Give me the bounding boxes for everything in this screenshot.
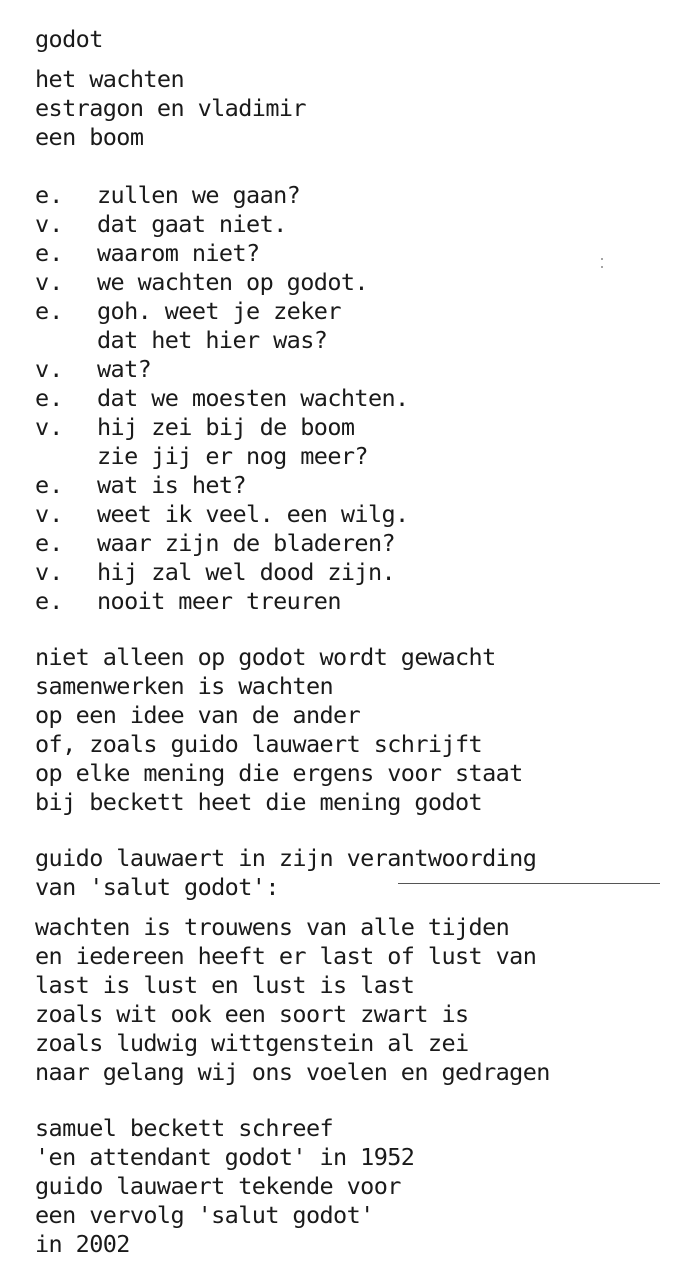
speaker: e. bbox=[35, 587, 64, 615]
quote-intro-line: guido lauwaert in zijn verantwoording bbox=[35, 844, 537, 872]
speaker: e. bbox=[35, 471, 64, 499]
stanza-line: zoals ludwig wittgenstein al zei bbox=[35, 1029, 469, 1057]
intro-line: estragon en vladimir bbox=[35, 94, 306, 122]
speaker: e. bbox=[35, 384, 64, 412]
stanza-line: guido lauwaert tekende voor bbox=[35, 1172, 401, 1200]
stanza-line: op elke mening die ergens voor staat bbox=[35, 759, 523, 787]
dialogue-line: goh. weet je zeker bbox=[97, 297, 341, 325]
stanza-line: bij beckett heet die mening godot bbox=[35, 788, 483, 816]
stanza-line: 'en attendant godot' in 1952 bbox=[35, 1143, 415, 1171]
dialogue-line: dat het hier was? bbox=[97, 326, 328, 354]
stanza-line: niet alleen op godot wordt gewacht bbox=[35, 643, 496, 671]
stanza-line: en iedereen heeft er last of lust van bbox=[35, 942, 537, 970]
stanza-line: of, zoals guido lauwaert schrijft bbox=[35, 730, 483, 758]
intro-line: een boom bbox=[35, 123, 144, 151]
speaker: v. bbox=[35, 355, 64, 383]
dialogue-line: wat is het? bbox=[97, 471, 247, 499]
intro-line: het wachten bbox=[35, 65, 185, 93]
speck bbox=[601, 258, 603, 260]
dialogue-line: nooit meer treuren bbox=[97, 587, 341, 615]
stanza-line: zoals wit ook een soort zwart is bbox=[35, 1000, 469, 1028]
speaker: e. bbox=[35, 529, 64, 557]
speaker: e. bbox=[35, 239, 64, 267]
speck bbox=[601, 266, 603, 268]
dialogue-line: zullen we gaan? bbox=[97, 181, 301, 209]
speaker: v. bbox=[35, 558, 64, 586]
dialogue-line: wat? bbox=[97, 355, 152, 383]
dialogue-line: waar zijn de bladeren? bbox=[97, 529, 396, 557]
dialogue-line: we wachten op godot. bbox=[97, 268, 368, 296]
dialogue-line: hij zei bij de boom bbox=[97, 413, 355, 441]
quote-intro-line: van 'salut godot': bbox=[35, 873, 279, 901]
dialogue-line: dat gaat niet. bbox=[97, 210, 287, 238]
horizontal-rule bbox=[398, 883, 660, 884]
stanza-line: naar gelang wij ons voelen en gedragen bbox=[35, 1058, 550, 1086]
stanza-line: een vervolg 'salut godot' bbox=[35, 1201, 374, 1229]
stanza-line: last is lust en lust is last bbox=[35, 971, 415, 999]
dialogue-line: weet ik veel. een wilg. bbox=[97, 500, 409, 528]
dialogue-line: waarom niet? bbox=[97, 239, 260, 267]
speaker: e. bbox=[35, 297, 64, 325]
stanza-line: wachten is trouwens van alle tijden bbox=[35, 913, 510, 941]
stanza-line: samenwerken is wachten bbox=[35, 672, 334, 700]
speaker: e. bbox=[35, 181, 64, 209]
stanza-line: samuel beckett schreef bbox=[35, 1114, 334, 1142]
dialogue-line: hij zal wel dood zijn. bbox=[97, 558, 396, 586]
stanza-line: op een idee van de ander bbox=[35, 701, 361, 729]
dialogue-line: zie jij er nog meer? bbox=[97, 442, 368, 470]
speaker: v. bbox=[35, 268, 64, 296]
speaker: v. bbox=[35, 500, 64, 528]
dialogue-line: dat we moesten wachten. bbox=[97, 384, 409, 412]
speaker: v. bbox=[35, 210, 64, 238]
stanza-line: in 2002 bbox=[35, 1230, 130, 1258]
page-title: godot bbox=[35, 25, 103, 53]
speaker: v. bbox=[35, 413, 64, 441]
